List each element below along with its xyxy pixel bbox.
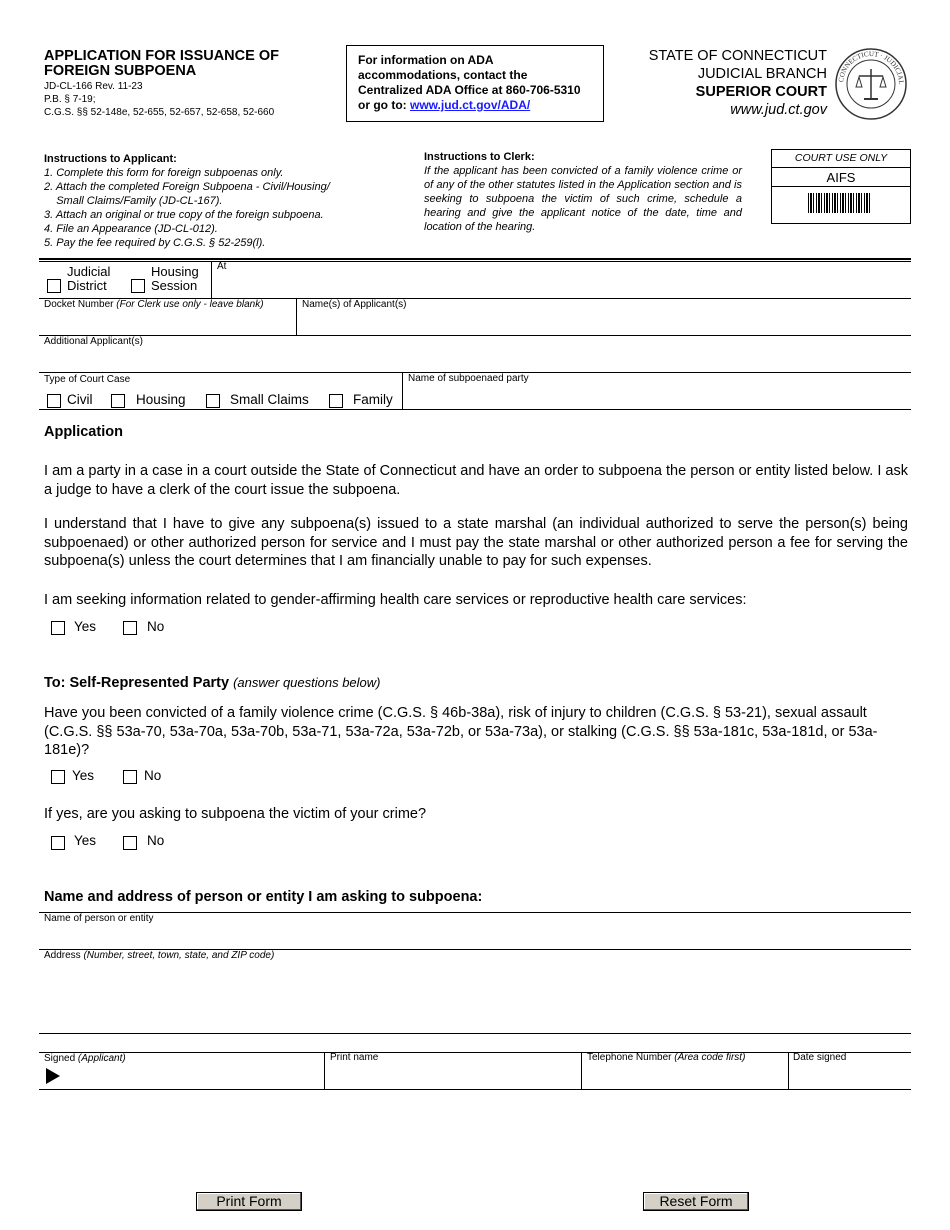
docket-number-label: Docket Number (For Clerk use only - leave blank) xyxy=(44,299,264,310)
applicants-field[interactable] xyxy=(300,312,908,334)
case-type-label: Type of Court Case xyxy=(44,374,131,385)
entity-name-field[interactable] xyxy=(44,926,908,948)
self-rep-heading: To: Self-Represented Party (answer questions below) xyxy=(44,675,381,691)
judicial-branch-seal xyxy=(834,47,908,121)
self-rep-question-1: Have you been convicted of a family violence crime (C.G.S. § 46b-38a), risk of injury to children (C.G.S. § 53-21), sexual assault (C.G.S. §§ 53a-70, 53a-70a, 53a-70b, 53a-71, 53a-72a, 53a-72b, or 53a-73a), or stalking (C.G.S. §§ 53a-181c, 53a-181d, or 53a-181e)? xyxy=(44,705,878,758)
judicial-district-label: Judicial District xyxy=(67,264,111,293)
application-para-1: I am a party in a case in a court outside the State of Connecticut and have an order to subpoena the person or entity listed below. I ask a judge to have a clerk of the court issue the subpoena. xyxy=(44,463,908,498)
court-use-code: AIFS xyxy=(772,168,910,187)
victim-no-checkbox[interactable] xyxy=(123,836,137,850)
court-use-box: COURT USE ONLY AIFS xyxy=(771,149,911,224)
additional-applicants-field[interactable] xyxy=(44,349,908,371)
conviction-yes-checkbox[interactable] xyxy=(51,770,65,784)
print-name-field[interactable] xyxy=(328,1066,578,1088)
victim-yes-checkbox[interactable] xyxy=(51,836,65,850)
telephone-field[interactable] xyxy=(585,1066,785,1088)
civil-checkbox[interactable] xyxy=(47,394,61,408)
ada-link[interactable]: www.jud.ct.gov/ADA/ xyxy=(409,98,531,112)
subpoena-target-heading: Name and address of person or entity I am asking to subpoena: xyxy=(44,889,483,905)
victim-yes-label: Yes xyxy=(74,833,97,848)
gender-care-no-checkbox[interactable] xyxy=(123,621,137,635)
at-label: At xyxy=(217,261,227,272)
judicial-district-checkbox[interactable] xyxy=(47,279,61,293)
signature-arrow-icon xyxy=(45,1067,61,1085)
conviction-no-label: No xyxy=(144,768,162,783)
print-name-label: Print name xyxy=(330,1052,379,1063)
application-heading: Application xyxy=(44,424,123,440)
signature-field[interactable] xyxy=(66,1066,320,1088)
housing-session-checkbox[interactable] xyxy=(131,279,145,293)
housing-session-label: Housing Session xyxy=(151,264,199,293)
print-form-button[interactable]: Print Form xyxy=(196,1192,302,1211)
telephone-label: Telephone Number (Area code first) xyxy=(587,1052,746,1063)
signed-label: Signed (Applicant) xyxy=(44,1053,126,1064)
barcode xyxy=(808,193,872,213)
court-header: STATE OF CONNECTICUT JUDICIAL BRANCH SUPERIOR COURT www.jud.ct.gov xyxy=(648,48,827,118)
family-label: Family xyxy=(353,392,393,407)
date-signed-field[interactable] xyxy=(792,1066,908,1088)
applicant-instructions: Instructions to Applicant: 1. Complete this form for foreign subpoenas only. 2. Attach the completed Foreign Subpoena - Civil/Housing/ Small Claims/Family (JD-CL-167). 3. Attach an original or true copy of the foreign subpoena. 4. File an Appearance (JD-CL-012). 5. Pay the fee required by C.G.S. § 52-259(l). xyxy=(44,153,330,249)
additional-applicants-label: Additional Applicant(s) xyxy=(44,336,143,347)
application-para-2: I understand that I have to give any subpoena(s) issued to a state marshal (an individual authorized to serve the person(s) being subpoenaed) or other authorized person for service and I must pay the state marshal or other authorized person a fee for serving the subpoena(s) unless the court determines that I am financially unable to pay for such expenses. xyxy=(44,516,908,569)
entity-name-label: Name of person or entity xyxy=(44,913,154,924)
form-citations: JD-CL-166 Rev. 11-23 P.B. § 7-19; C.G.S. §§ 52-148e, 52-655, 52-657, 52-658, 52-660 xyxy=(44,81,275,118)
reset-form-button[interactable]: Reset Form xyxy=(643,1192,749,1211)
applicants-label: Name(s) of Applicant(s) xyxy=(302,299,407,310)
housing-label: Housing xyxy=(136,392,186,407)
self-rep-question-2: If yes, are you asking to subpoena the victim of your crime? xyxy=(44,806,427,822)
ada-info-box: For information on ADA accommodations, contact the Centralized ADA Office at 860-706-5310 or go to: www.jud.ct.gov/ADA/ xyxy=(346,45,604,122)
application-para-3: I am seeking information related to gender-affirming health care services or reproductive health care services: xyxy=(44,592,747,608)
address-field[interactable] xyxy=(44,964,908,1030)
housing-checkbox[interactable] xyxy=(111,394,125,408)
gender-care-no-label: No xyxy=(147,619,165,634)
subpoenaed-party-label: Name of subpoenaed party xyxy=(408,373,529,384)
gender-care-yes-label: Yes xyxy=(74,619,97,634)
conviction-yes-label: Yes xyxy=(72,768,95,783)
seal-text: CONNECTICUT · JUDICIAL xyxy=(837,49,906,85)
gender-care-yes-checkbox[interactable] xyxy=(51,621,65,635)
small-claims-checkbox[interactable] xyxy=(206,394,220,408)
small-claims-label: Small Claims xyxy=(230,392,309,407)
court-location-field[interactable] xyxy=(212,270,910,297)
family-checkbox[interactable] xyxy=(329,394,343,408)
subpoenaed-party-field[interactable] xyxy=(406,386,908,408)
clerk-instructions: Instructions to Clerk: If the applicant has been convicted of a family violence crime or of any of the other statutes listed in the Application section and is seeking to subpoena the victim of such crime, schedule a hearing and give the applicant notice of the date, time and location of the hearing. xyxy=(424,151,742,233)
date-signed-label: Date signed xyxy=(793,1052,847,1063)
conviction-no-checkbox[interactable] xyxy=(123,770,137,784)
civil-label: Civil xyxy=(67,392,93,407)
address-label: Address (Number, street, town, state, and ZIP code) xyxy=(44,950,275,961)
form-title: APPLICATION FOR ISSUANCE OF FOREIGN SUBPOENA xyxy=(44,48,279,79)
victim-no-label: No xyxy=(147,833,165,848)
